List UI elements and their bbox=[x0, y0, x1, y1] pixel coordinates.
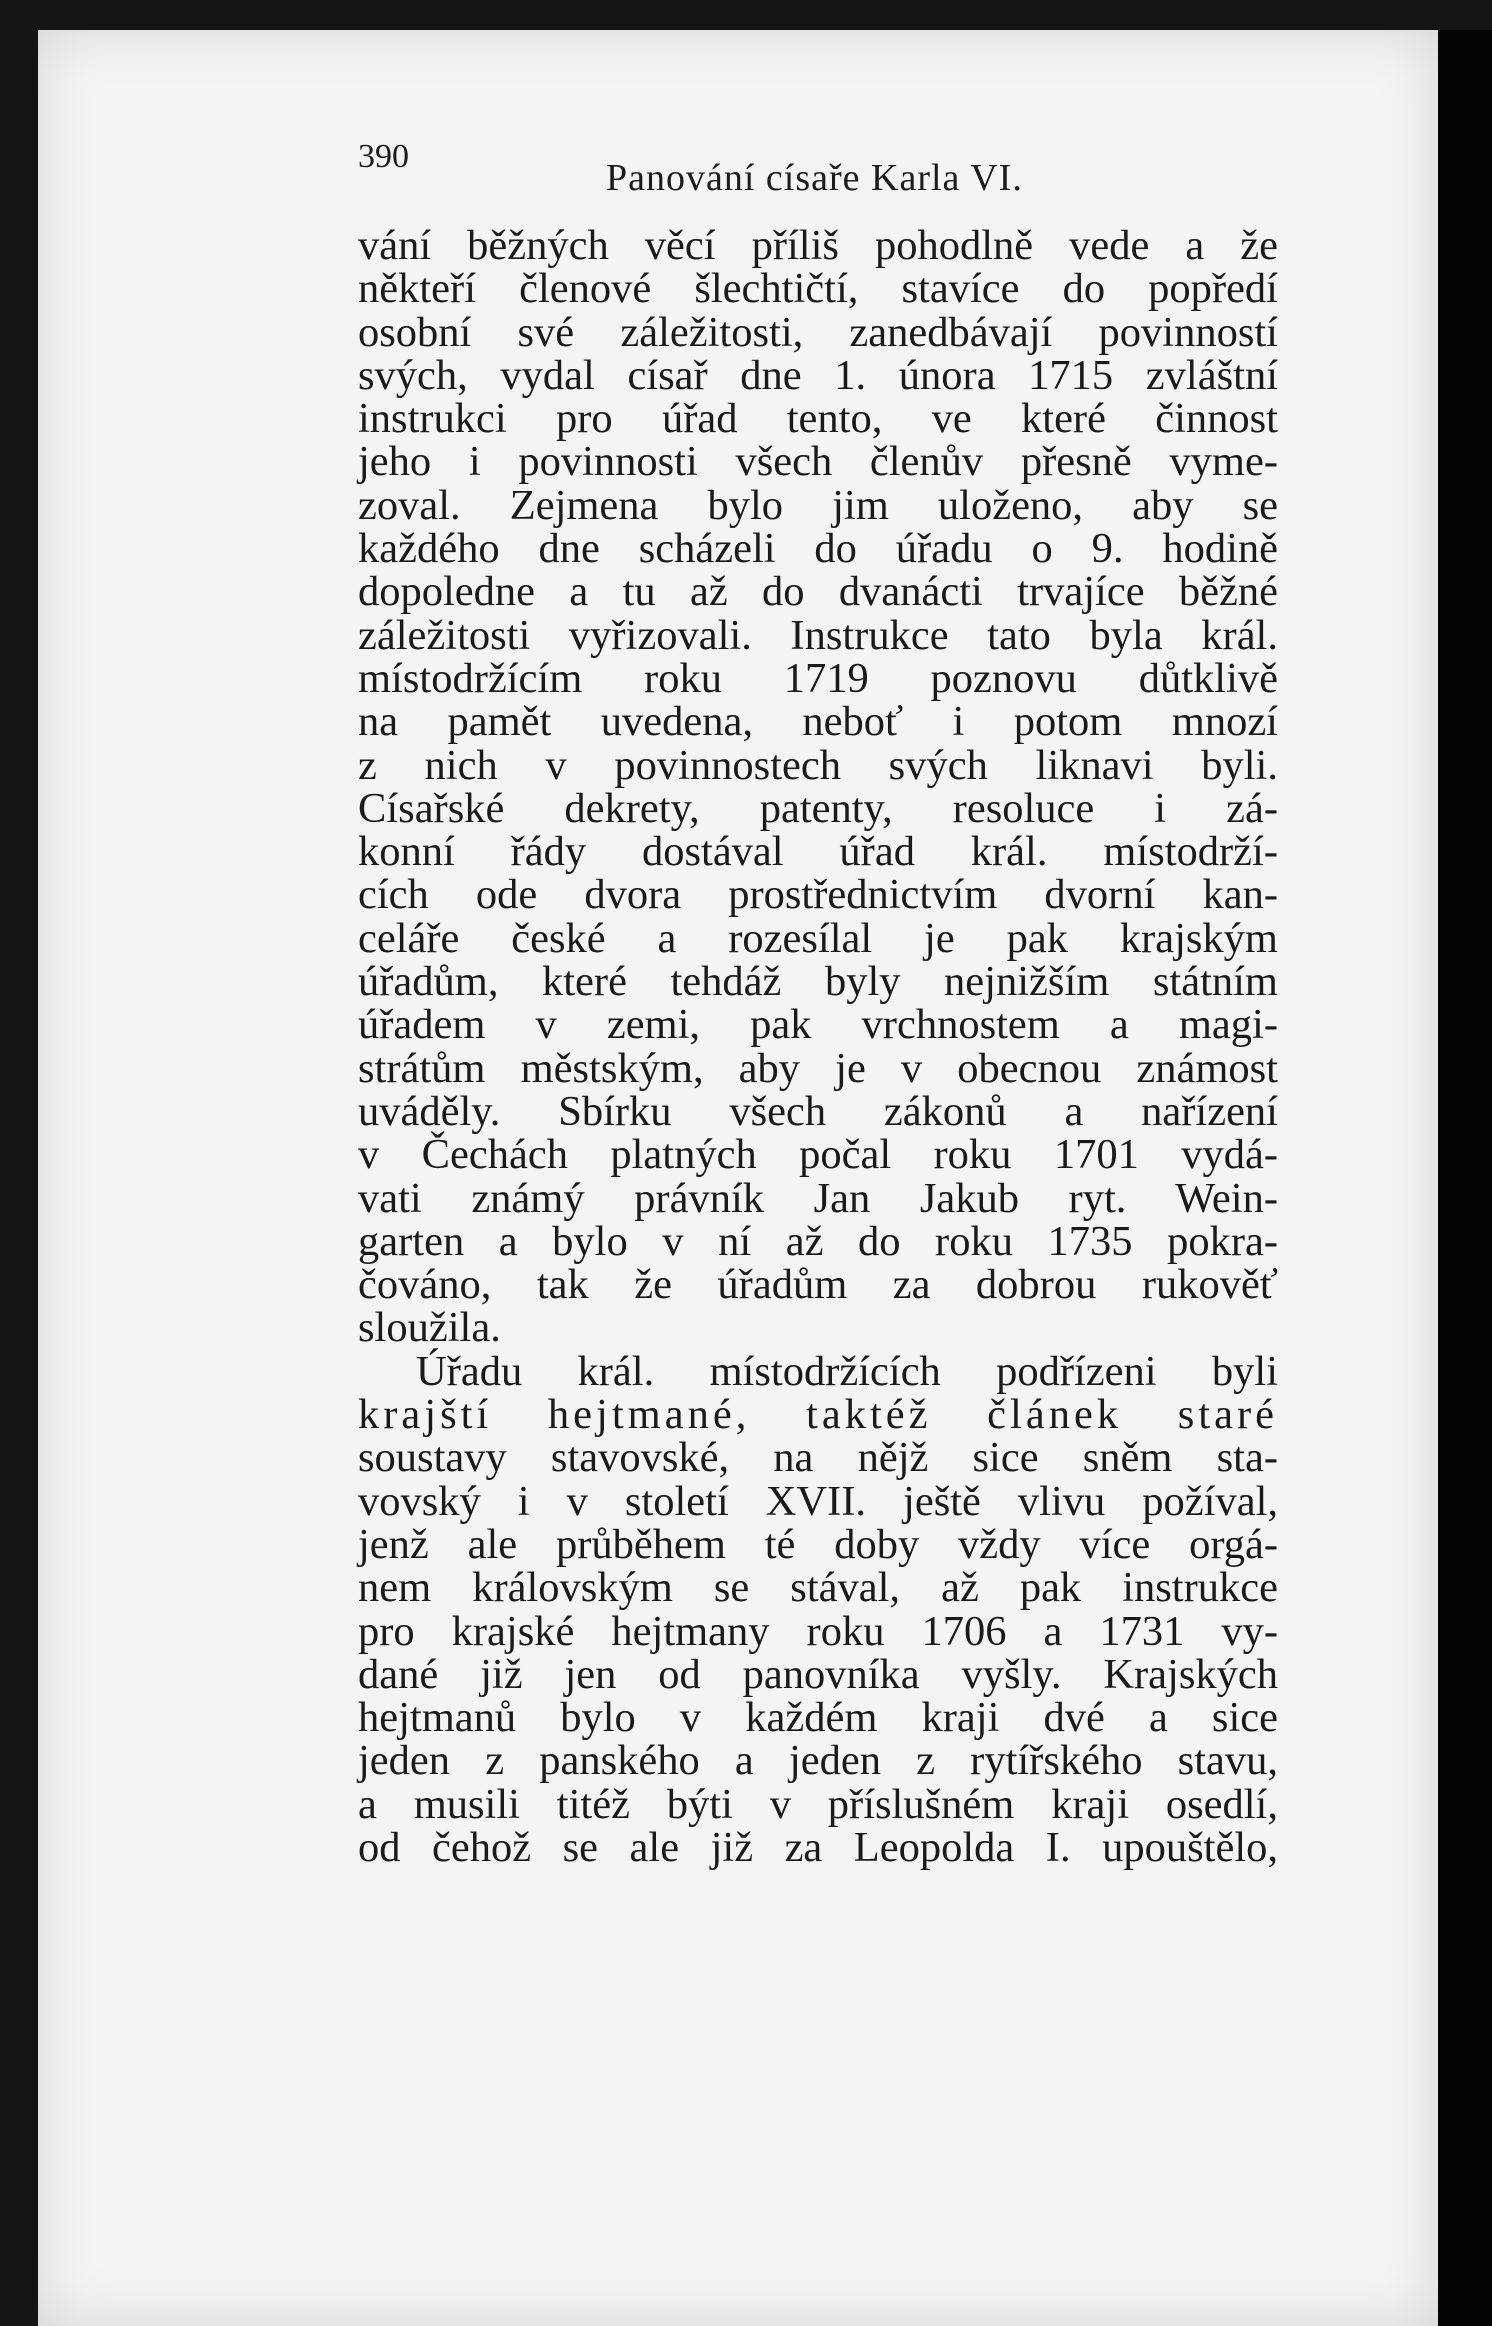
text-line: z nich v povinnostech svých liknavi byli. bbox=[358, 741, 1278, 789]
text-line: v Čechách platných počal roku 1701 vydá- bbox=[358, 1131, 1278, 1179]
text-line: konní řády dostával úřad král. místodrží- bbox=[358, 828, 1278, 876]
text-line: soustavy stavovské, na nějž sice sněm sta- bbox=[358, 1434, 1278, 1482]
text-line: úřadem v zemi, pak vrchnostem a magi- bbox=[358, 1001, 1278, 1049]
text-line: instrukci pro úřad tento, ve které činnost bbox=[358, 395, 1278, 443]
text-line: jeden z panského a jeden z rytířského stavu, bbox=[358, 1737, 1278, 1785]
text-line: čováno, tak že úřadům za dobrou rukověť bbox=[358, 1261, 1278, 1309]
text-line: dopoledne a tu až do dvanácti trvajíce běžné bbox=[358, 568, 1278, 616]
paragraph-1 bbox=[358, 224, 1278, 1350]
text-line: od čehož se ale již za Leopolda I. upouštělo, bbox=[358, 1823, 1278, 1871]
body-text bbox=[358, 224, 1278, 1869]
text-line: vati známý právník Jan Jakub ryt. Wein- bbox=[358, 1174, 1278, 1222]
text-line: úřadům, které tehdáž byly nejnižším státním bbox=[358, 958, 1278, 1006]
text-line: svých, vydal císař dne 1. února 1715 zvláštní bbox=[358, 351, 1278, 399]
text-line: garten a bylo v ní až do roku 1735 pokra- bbox=[358, 1217, 1278, 1265]
page-header bbox=[358, 138, 1278, 208]
text-line: na pamět uvedena, neboť i potom mnozí bbox=[358, 698, 1278, 746]
text-line: vání běžných věcí příliš pohodlně vede a že bbox=[358, 222, 1278, 269]
running-title: Panování císaře Karla VI. bbox=[606, 157, 1023, 199]
text-line: někteří členové šlechtičtí, stavíce do popředí bbox=[358, 265, 1278, 313]
text-line: celáře české a rozesílal je pak krajským bbox=[358, 914, 1278, 962]
text-line: jeho i povinnosti všech členův přesně vyme- bbox=[358, 438, 1278, 486]
text-line: cích ode dvora prostřednictvím dvorní kan- bbox=[358, 871, 1278, 919]
text-line: osobní své záležitosti, zanedbávají povinností bbox=[358, 308, 1278, 356]
page-edge-shadow bbox=[1438, 30, 1492, 2326]
text-line: záležitosti vyřizovali. Instrukce tato byla král. bbox=[358, 611, 1278, 659]
text-line: sloužila. bbox=[358, 1304, 501, 1352]
text-line: vovský i v století XVII. ještě vlivu požíval, bbox=[358, 1477, 1278, 1525]
text-line: hejtmanů bylo v každém kraji dvé a sice bbox=[358, 1694, 1278, 1742]
text-line: strátům městským, aby je v obecnou známost bbox=[358, 1044, 1278, 1092]
text-line: pro krajské hejtmany roku 1706 a 1731 vy- bbox=[358, 1607, 1278, 1655]
text-line: krajští hejtmané, taktéž článek staré bbox=[358, 1391, 1278, 1439]
paragraph-2 bbox=[358, 1347, 1278, 1871]
text-line: zoval. Zejmena bylo jim uloženo, aby se bbox=[358, 481, 1278, 529]
text-line: jenž ale průběhem té doby vždy více orgá- bbox=[358, 1520, 1278, 1568]
text-line: nem královským se stával, až pak instrukce bbox=[358, 1564, 1278, 1612]
text-line: Císařské dekrety, patenty, resoluce i zá- bbox=[358, 784, 1278, 832]
text-line: každého dne scházeli do úřadu o 9. hodině bbox=[358, 525, 1278, 573]
text-line: uváděly. Sbírku všech zákonů a nařízení bbox=[358, 1087, 1278, 1135]
text-line: Úřadu král. místodržících podřízeni byli bbox=[416, 1347, 1278, 1395]
text-line: místodržícím roku 1719 poznovu důtklivě bbox=[358, 654, 1278, 702]
page-number: 390 bbox=[358, 138, 409, 175]
text-line: a musili titéž býti v příslušném kraji osedlí, bbox=[358, 1780, 1278, 1828]
text-line: dané již jen od panovníka vyšly. Krajských bbox=[358, 1650, 1278, 1698]
